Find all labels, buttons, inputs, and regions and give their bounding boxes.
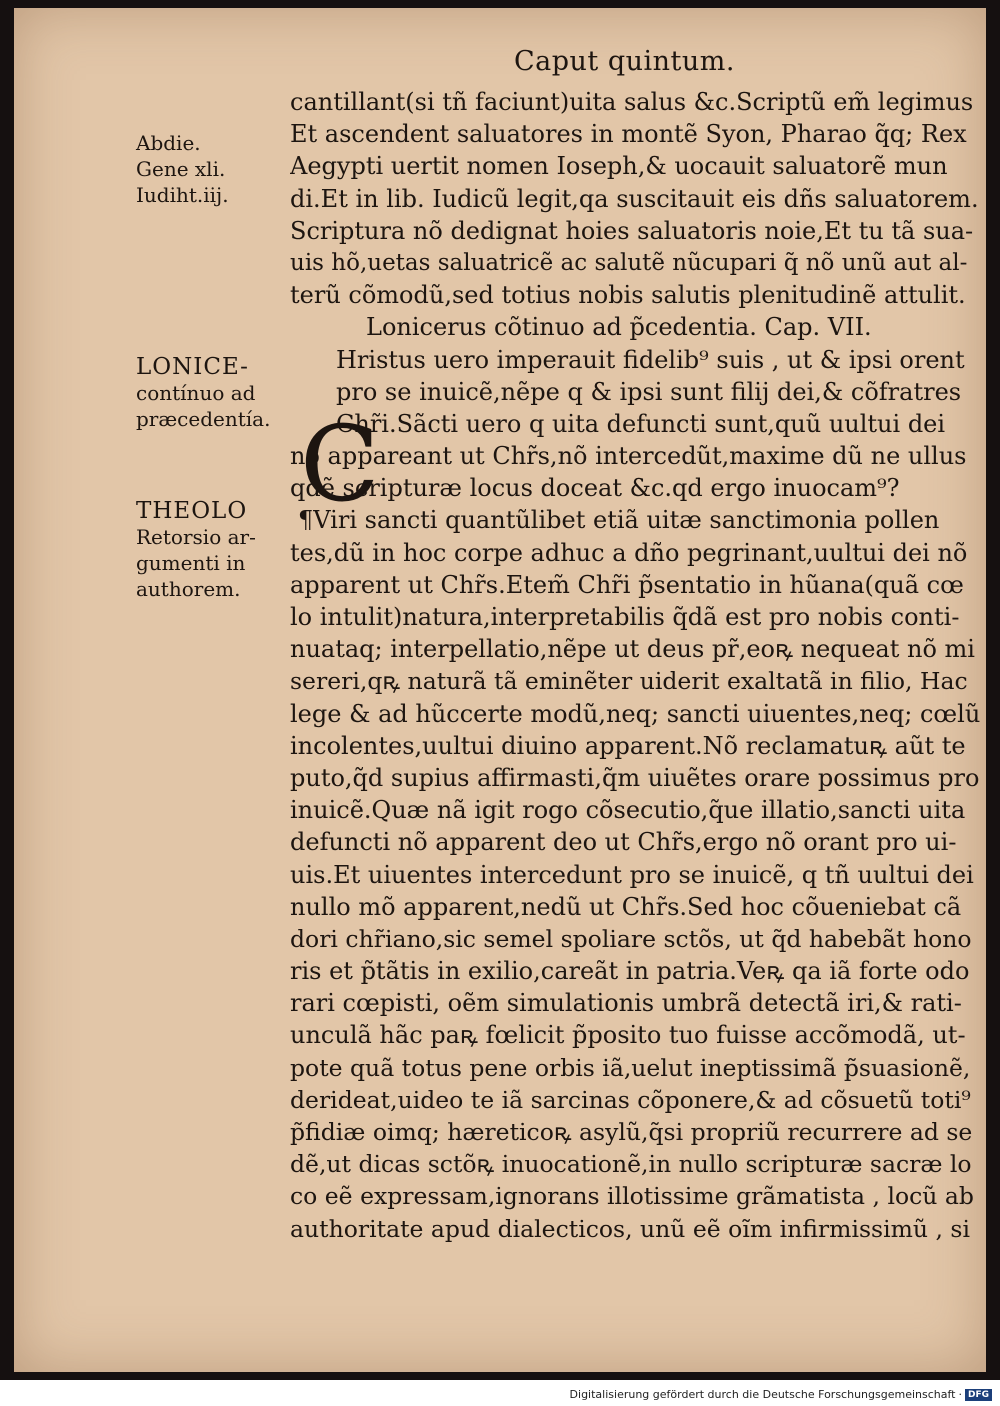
text-line: cantillant(si tñ faciunt)uita salus &c.Scriptũ em̃ legimus <box>290 88 974 116</box>
text-line: Aegypti uertit nomen Ioseph,& uocauit saluatorẽ mun <box>290 152 948 181</box>
drop-cap-initial: C <box>300 403 380 525</box>
text-line: Chr̃i.Sãcti uero q uita defuncti sunt,quũ uultui dei <box>336 409 946 438</box>
chapter-heading: Lonicerus cõtinuo ad p̃cedentia. Cap. VII. <box>366 313 872 342</box>
text-line: dori chr̃iano,sic semel spoliare sctõs, ut q̃d habebãt hono <box>290 924 972 953</box>
text-line: nõ appareant ut Chr̃s,nõ intercedũt,maxime dũ ne ullus <box>290 442 967 471</box>
text-line: rari cœpisti, oẽm simulationis umbrã detectã iri,& rati- <box>290 989 962 1018</box>
text-line: unculã hãc paꝶ fœlicit p̃posito tuo fuisse accõmodã, ut- <box>290 1021 966 1050</box>
margin-note-line: Retorsio ar- <box>136 525 256 549</box>
text-line: uis hõ,uetas saluatricẽ ac salutẽ nũcupari q̃ nõ unũ aut al- <box>290 249 968 276</box>
margin-note-line: gumenti in <box>136 551 246 575</box>
text-line: uis.Et uiuentes intercedunt pro se inuicẽ, q tñ uultui dei <box>290 860 974 889</box>
margin-note-theologus <box>136 498 256 602</box>
margin-note-line: contínuo ad <box>136 381 256 405</box>
text-line: lo intulit)natura,interpretabilis q̃dã est pro nobis conti- <box>290 603 960 631</box>
margin-note-line: præcedentía. <box>136 407 271 431</box>
text-line: derideat,uideo te iã sarcinas cõponere,& ad cõsuetũ toti⁹ <box>290 1085 971 1114</box>
text-line: inuicẽ.Quæ nã igit rogo cõsecutio,q̃ue illatio,sancti uita <box>290 796 966 825</box>
text-line: pote quã totus pene orbis iã,uelut ineptissimã p̃suasionẽ, <box>290 1053 971 1082</box>
margin-note-lonicerus <box>136 354 270 432</box>
text-line: Hristus uero imperauit fidelib⁹ suis , ut & ipsi orent <box>336 345 965 374</box>
margin-note-line: authorem. <box>136 577 241 601</box>
text-line: pro se inuicẽ,nẽpe q & ipsi sunt filij dei,& cõfratres <box>336 377 962 406</box>
text-line: puto,q̃d supius affirmasti,q̃m uiuẽtes orare possimus pro <box>290 763 980 792</box>
text-line: nuataq; interpellatio,nẽpe ut deus pr̃,eoꝶ nequeat nõ mi <box>290 635 975 664</box>
margin-note-heading: LONICE- <box>136 354 249 380</box>
text-line: apparent ut Chr̃s.Etem̃ Chr̃i p̃sentatio in hũana(quã cœ <box>290 570 964 599</box>
paragraph-start-line: ¶Viri sancti quantũlibet etiã uitæ sanctimonia pollen <box>298 506 940 535</box>
margin-note-heading: THEOLO <box>136 498 248 524</box>
text-line: p̃fidiæ oimq; hæreticoꝶ asylũ,q̃si propriũ recurrere ad se <box>290 1118 973 1146</box>
text-line: qdẽ scripturæ locus doceat &c.qd ergo inuocam⁹? <box>290 474 900 503</box>
margin-note-line: Iudiht.iij. <box>136 183 229 207</box>
book-page <box>14 8 986 1372</box>
text-line: lege & ad hũccerte modũ,neq; sancti uiuentes,neq; cœlũ <box>290 699 980 728</box>
text-line: dẽ,ut dicas sctõꝶ inuocationẽ,in nullo scripturæ sacræ lo <box>290 1150 972 1179</box>
running-head: Caput quintum. <box>514 46 735 77</box>
main-text-block <box>290 86 980 1245</box>
text-line: Et ascendent saluatores in montẽ Syon, Pharao q̃q; Rex <box>290 120 967 149</box>
margin-note-references <box>136 130 229 208</box>
text-line: incolentes,uultui diuino apparent.Nõ reclamatuꝶ aũt te <box>290 731 966 760</box>
text-line: Scriptura nõ dedignat hoies saluatoris noie,Et tu tã sua- <box>290 216 974 245</box>
text-line: ris et p̃tãtis in exilio,careãt in patria.Veꝶ qa iã forte odo <box>290 957 970 986</box>
footer-separator: · <box>958 1388 962 1401</box>
text-line: terũ cõmodũ,sed totius nobis salutis plenitudinẽ attulit. <box>290 281 966 310</box>
text-line: sereri,qꝶ naturã tã eminẽter uiderit exaltatã in filio, Hac <box>290 667 968 696</box>
dfg-logo: DFG <box>965 1389 992 1401</box>
text-line: tes,dũ in hoc corpe adhuc a dño pegrinant,uultui dei nõ <box>290 538 968 567</box>
text-line: defuncti nõ apparent deo ut Chr̃s,ergo nõ orant pro ui- <box>290 828 957 857</box>
text-line: authoritate apud dialecticos, unũ eẽ oĩm infirmissimũ , si <box>290 1214 970 1243</box>
text-line: co eẽ expressam,ignorans illotissime grãmatista , locũ ab <box>290 1182 974 1211</box>
text-line: di.Et in lib. Iudicũ legit,qa suscitauit eis dñs saluatorem. <box>290 184 979 213</box>
text-line: nullo mõ apparent,nedũ ut Chr̃s.Sed hoc cõueniebat cã <box>290 892 962 921</box>
funding-footer <box>570 1388 992 1401</box>
margin-note-line: Abdie. <box>136 131 201 155</box>
footer-credit-text: Digitalisierung gefördert durch die Deutsche Forschungsgemeinschaft <box>569 1388 956 1401</box>
margin-note-line: Gene xli. <box>136 157 226 181</box>
